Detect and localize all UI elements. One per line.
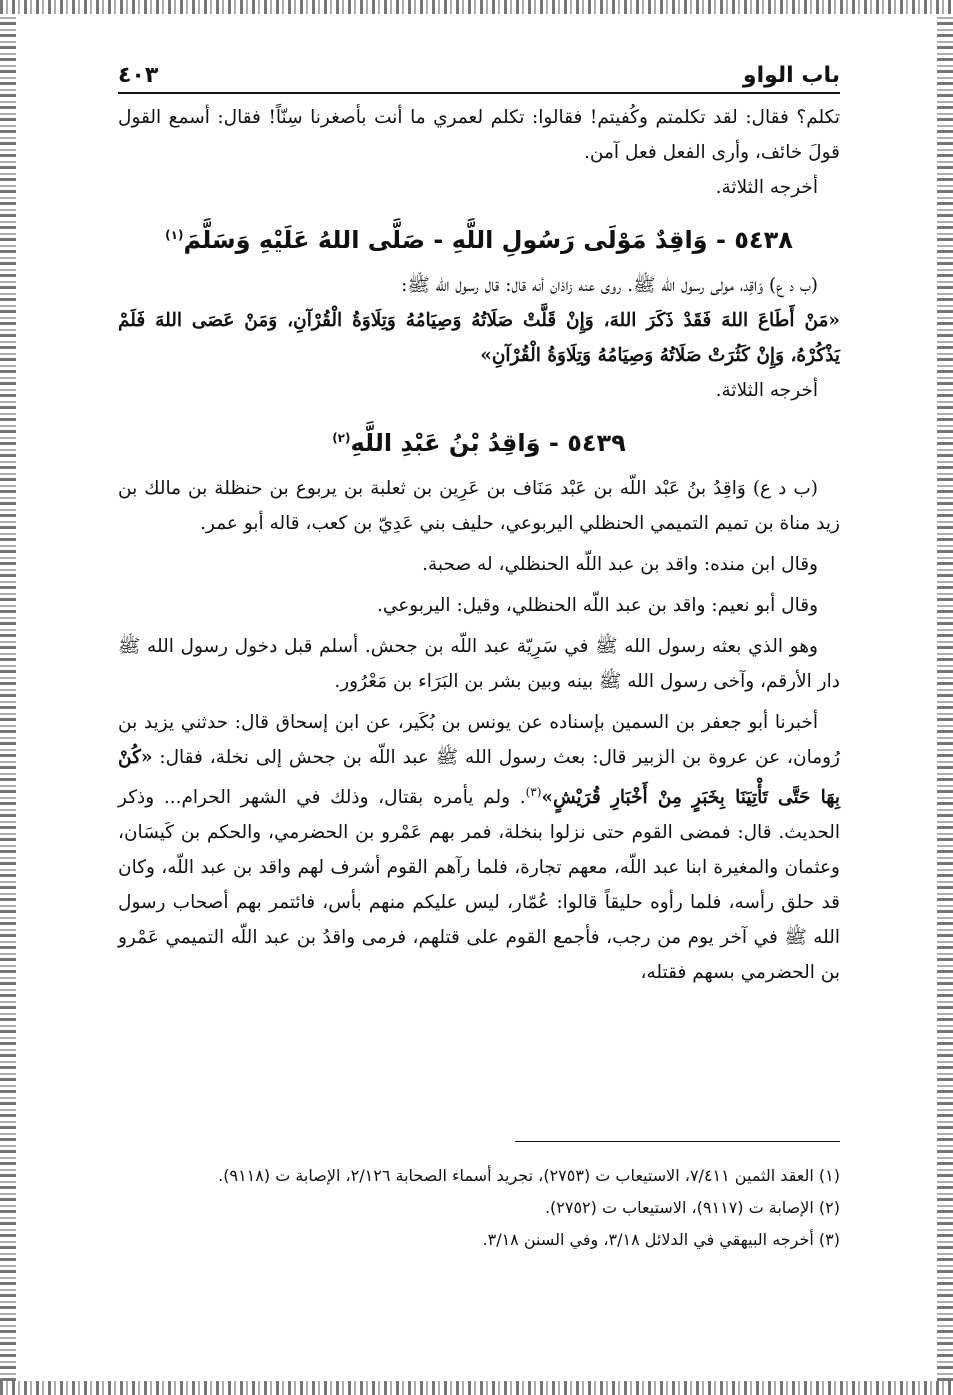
paragraph: وهو الذي بعثه رسول الله ﷺ في سَرِيّة عبد اللّه بن جحش. أسلم قبل دخول رسول الله ﷺ دار الأرقم، وآخى رسول الله ﷺ بينه وبين بشر بن البَرَاء بن مَعْرُور. [118,636,840,692]
entry-title-5438 [118,215,840,260]
paragraph: (ب د ع) وَاقِدُ بنُ عَبْد اللّه بن عَبْد مَنَاف بن عَرِين بن ثعلبة بن يربوع بن حنظلة بن مالك بن زيد مناة بن تميم التميمي الحنظلي اليربوعي، حليف بني عَدِيّ بن كعب، قاله أبو عمر. [118,478,840,534]
footnote-ref: (١) [165,228,184,242]
paragraph: تكلم؟ فقال: لقد تكلمتم وكُفيتم! فقالوا: تكلم لعمري ما أنت بأصغرنا سِنّاً! فقال: أسمع القول قولَ خائف، وأرى الفعل فعل آمن. [118,107,840,163]
paragraph: أخرجه الثلاثة. [715,177,818,198]
hadith-text: «مَنْ أَطَاعَ اللهَ فَقَدْ ذَكَرَ اللهَ، وَإِنْ قَلَّتْ صَلَاتُهُ وَصِيَامُهُ وَتِلَاوَةُ الْقُرْآنِ، وَمَنْ عَصَى اللهَ فَلَمْ يَذْكُرْهُ، وَإِنْ كَثُرَتْ صَلَاتُهُ وَصِيَامُهُ وَتِلَاوَةُ الْقُرْآنِ» [118,310,840,366]
section-title: باب الواو [742,63,840,88]
footnote-ref: (٣) [525,785,542,799]
page-number: ٤٠٣ [118,63,159,88]
entry-title-text: ٥٤٣٩ - وَاقِدُ بْنُ عَبْدِ اللَّهِ [350,429,626,457]
footnote: (٢) الإصابة ت (٩١١٧)، الاستيعاب ت (٢٧٥٢). [544,1198,840,1217]
paragraph: وقال ابن منده: واقد بن عبد اللّه الحنظلي، له صحبة. [422,554,818,575]
footnote: (١) العقد الثمين ٧/٤١١، الاستيعاب ت (٢٧٥٣)، تجريد أسماء الصحابة ٢/١٢٦، الإصابة ت (٩١١٨). [218,1166,840,1185]
page-border-right [937,14,953,1381]
paragraph-text: . ولم يأمره بقتال، وذلك في الشهر الحرام... وذكر الحديث. قال: فمضى القوم حتى نزلوا بنخلة، فمر بهم عَمْرو بن الحضرمي، والحكم بن كَيسَان، وعثمان والمغيرة ابنا عبد اللّه، معهم تجارة، فلما رآهم القوم أشرف لهم واقد بن عبد اللّه، وكان قد حلق رأسه، فلما رأوه حليقاً قالوا: عُمّار، ليس عليكم منهم بأس، فائتمر بهم أصحاب رسول الله ﷺ في آخر يوم من رجب، فأجمع القوم على قتلهم، فرمى واقدُ بن عبد اللّه التميمي عَمْرو بن الحضرمي بسهم فقتله، [118,787,840,984]
paragraph: وقال أبو نعيم: واقد بن عبد اللّه الحنظلي، وقيل: اليربوعي. [376,595,818,616]
page-border-top [0,0,953,14]
paragraph-text: أخبرنا أبو جعفر بن السمين بإسناده عن يونس بن بُكَير، عن ابن إسحاق قال: حدثني يزيد بن رُومان، عن عروة بن الزبير قال: بعث رسول الله ﷺ عبد اللّه بن جحش إلى نخلة، فقال: [118,712,840,768]
paragraph: (ب د ع) وَاقِد، مولى رسول الله ﷺ. روى عنه زاذان أنه قال: قال رسول الله ﷺ: [401,275,818,296]
entry-title-5439 [118,418,840,463]
footnote-separator [515,1141,840,1142]
quoted-hadith: «كُنْ بِهَا حَتَّى تَأْتِيَنَا بِخَبَرٍ مِنْ أَخْبَارِ قُرَيْشٍ» [118,747,840,809]
footnote: (٣) أخرجه البيهقي في الدلائل ٣/١٨، وفي السنن ٣/١٨. [482,1230,840,1249]
page-border-left [0,14,16,1381]
paragraph: أخرجه الثلاثة. [715,380,818,401]
main-text [118,100,840,990]
page-content [118,54,840,990]
entry-title-text: ٥٤٣٨ - وَاقِدٌ مَوْلَى رَسُولِ اللَّهِ - صَلَّى اللهُ عَلَيْهِ وَسَلَّمَ [183,226,793,254]
page-border-bottom [0,1381,953,1395]
footnotes [118,1160,840,1256]
paragraph [118,705,840,990]
running-header [118,54,840,94]
footnote-ref: (٢) [332,431,351,445]
